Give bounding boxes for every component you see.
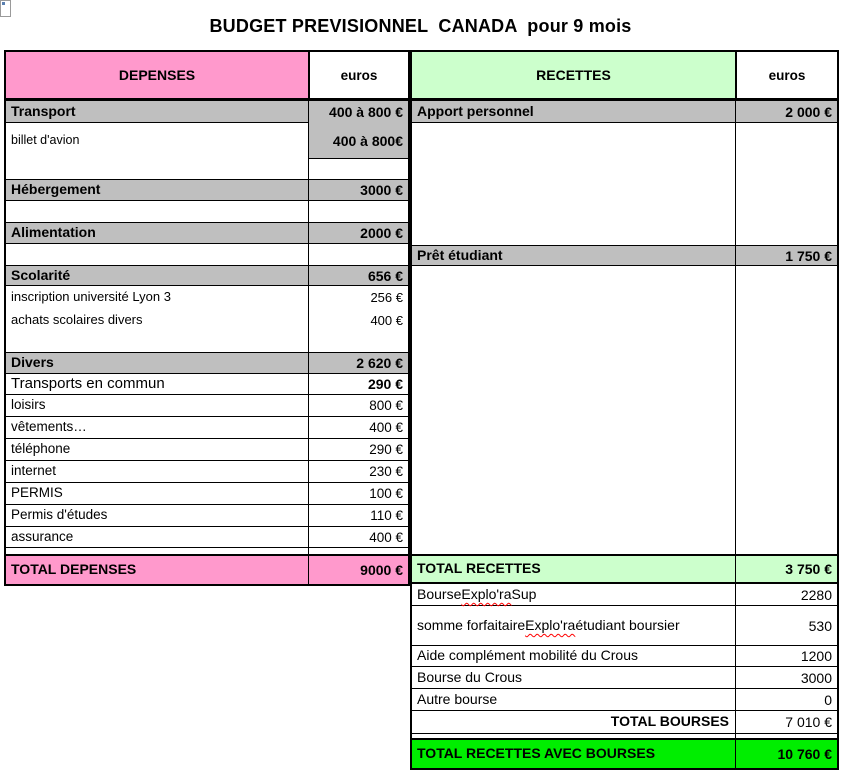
row-label-cell[interactable]: loisirs xyxy=(6,395,308,417)
table-row xyxy=(6,374,408,395)
row-label-cell[interactable]: Scolarité xyxy=(6,265,308,286)
row-value-cell[interactable]: 400 à 800 € xyxy=(308,100,408,123)
table-row xyxy=(6,179,408,201)
row-label-cell[interactable] xyxy=(412,123,735,245)
label-text: Bourse xyxy=(417,585,462,602)
row-label-cell[interactable]: Aide complément mobilité du Crous xyxy=(412,646,735,667)
table-row xyxy=(412,554,837,584)
row-label-cell[interactable]: vêtements… xyxy=(6,417,308,439)
row-value-cell[interactable]: 110 € xyxy=(308,505,408,527)
table-row xyxy=(6,417,408,439)
row-value-cell[interactable]: 400 € xyxy=(308,527,408,548)
table-row xyxy=(6,222,408,244)
table-row xyxy=(6,505,408,527)
depenses-header-row xyxy=(6,52,408,100)
row-label-cell[interactable] xyxy=(6,244,308,265)
row-label-cell[interactable]: Transport xyxy=(6,100,308,123)
table-row xyxy=(6,439,408,461)
row-value-cell[interactable]: 1 750 € xyxy=(735,245,837,266)
row-label-cell[interactable]: inscription université Lyon 3 xyxy=(11,289,171,305)
row-label-cell[interactable]: Apport personnel xyxy=(412,100,735,123)
table-row xyxy=(6,159,408,179)
depenses-table xyxy=(4,50,410,586)
row-value-cell[interactable] xyxy=(735,266,837,554)
table-row xyxy=(412,123,837,245)
row-label-cell[interactable]: Hébergement xyxy=(6,179,308,201)
row-label-cell[interactable] xyxy=(412,584,735,606)
row-label-cell[interactable]: TOTAL RECETTES xyxy=(412,554,735,584)
row-value-cell[interactable]: 100 € xyxy=(308,483,408,505)
table-row xyxy=(412,245,837,266)
row-label-cell[interactable]: internet xyxy=(6,461,308,483)
row-label-cell[interactable]: Transports en commun xyxy=(6,374,308,395)
table-row xyxy=(412,100,837,123)
misspelled-word: Explo'ra xyxy=(461,585,512,602)
table-row xyxy=(412,266,837,554)
recettes-header-row xyxy=(412,52,837,100)
recettes-euros-header-cell[interactable]: euros xyxy=(735,52,837,98)
row-value-cell[interactable] xyxy=(308,201,408,222)
row-value-cell[interactable] xyxy=(735,123,837,245)
row-label-cell[interactable] xyxy=(6,332,308,352)
row-value-cell[interactable]: 9000 € xyxy=(308,554,408,584)
table-row xyxy=(6,332,408,352)
table-row xyxy=(6,554,408,584)
table-row xyxy=(412,584,837,606)
misspelled-word: Explo'ra xyxy=(525,616,576,633)
label-text: étudiant boursier xyxy=(575,616,680,633)
row-value-cell[interactable]: 290 € xyxy=(308,439,408,461)
row-value-cell[interactable]: 656 € xyxy=(308,265,408,286)
table-row xyxy=(6,395,408,417)
table-row xyxy=(6,352,408,374)
recettes-table xyxy=(410,50,839,770)
label-text: Sup xyxy=(511,585,537,602)
row-label-cell[interactable]: PERMIS xyxy=(6,483,308,505)
page-title: BUDGET PREVISIONNEL CANADA pour 9 mois xyxy=(209,16,632,36)
table-row xyxy=(6,100,408,123)
table-row xyxy=(412,738,837,768)
row-value-cell[interactable]: 0 xyxy=(735,689,837,711)
row-value-cell[interactable]: 256 € xyxy=(308,286,408,309)
row-label-cell[interactable]: assurance xyxy=(6,527,308,548)
row-value-cell[interactable]: 530 xyxy=(735,606,837,646)
row-value-cell[interactable]: 2 620 € xyxy=(308,352,408,374)
table-row xyxy=(412,689,837,711)
depenses-euros-header-cell[interactable]: euros xyxy=(308,52,408,98)
table-row xyxy=(412,646,837,667)
broken-image-icon xyxy=(0,0,11,17)
row-value-cell[interactable]: 800 € xyxy=(308,395,408,417)
row-value-cell[interactable]: 400 € xyxy=(308,309,408,332)
row-value-cell[interactable]: 400 € xyxy=(308,417,408,439)
row-label-cell[interactable]: TOTAL BOURSES xyxy=(412,711,735,734)
row-value-cell[interactable]: 2280 xyxy=(735,584,837,606)
row-label-cell[interactable] xyxy=(6,159,308,179)
row-value-cell[interactable]: 3000 € xyxy=(308,179,408,201)
row-value-cell[interactable]: 2000 € xyxy=(308,222,408,244)
table-row xyxy=(6,461,408,483)
row-label-cell[interactable]: Prêt étudiant xyxy=(412,245,735,266)
row-value-cell[interactable]: 1200 xyxy=(735,646,837,667)
row-label-cell[interactable]: Alimentation xyxy=(6,222,308,244)
table-row xyxy=(6,286,408,309)
table-row xyxy=(6,527,408,548)
depenses-header-cell[interactable]: DEPENSES xyxy=(6,52,308,98)
row-value-cell[interactable] xyxy=(308,159,408,179)
row-label-cell[interactable]: billet d'avion xyxy=(11,133,80,148)
table-row xyxy=(6,123,408,159)
row-label-cell[interactable]: téléphone xyxy=(6,439,308,461)
row-value-cell[interactable]: 400 à 800€ xyxy=(308,123,408,159)
row-value-cell[interactable] xyxy=(308,244,408,265)
row-value-cell[interactable]: 3 750 € xyxy=(735,554,837,584)
row-value-cell[interactable]: 3000 xyxy=(735,667,837,689)
row-label-cell[interactable]: Bourse du Crous xyxy=(412,667,735,689)
table-row xyxy=(412,606,837,646)
table-row xyxy=(6,483,408,505)
row-label-cell[interactable]: Divers xyxy=(6,352,308,374)
table-row xyxy=(6,244,408,265)
row-value-cell[interactable]: 2 000 € xyxy=(735,100,837,123)
row-label-cell[interactable]: Autre bourse xyxy=(412,689,735,711)
row-label-cell[interactable]: TOTAL DEPENSES xyxy=(6,554,308,584)
row-label-cell[interactable]: TOTAL RECETTES AVEC BOURSES xyxy=(412,738,735,768)
label-text: somme forfaitaire xyxy=(417,616,526,633)
table-row xyxy=(6,201,408,222)
table-row xyxy=(6,309,408,332)
row-label-cell[interactable] xyxy=(412,266,735,554)
recettes-header-cell[interactable]: RECETTES xyxy=(412,52,735,98)
row-value-cell[interactable]: 10 760 € xyxy=(735,738,837,768)
row-value-cell[interactable]: 7 010 € xyxy=(735,711,837,734)
table-row xyxy=(6,265,408,286)
row-value-cell[interactable]: 230 € xyxy=(308,461,408,483)
row-value-cell[interactable] xyxy=(308,332,408,352)
table-row xyxy=(412,711,837,734)
table-row xyxy=(412,667,837,689)
row-label-cell[interactable] xyxy=(412,606,735,646)
row-label-cell[interactable] xyxy=(6,201,308,222)
row-label-cell[interactable]: achats scolaires divers xyxy=(11,312,143,328)
row-label-cell[interactable]: Permis d'études xyxy=(6,505,308,527)
row-value-cell[interactable]: 290 € xyxy=(308,374,408,395)
